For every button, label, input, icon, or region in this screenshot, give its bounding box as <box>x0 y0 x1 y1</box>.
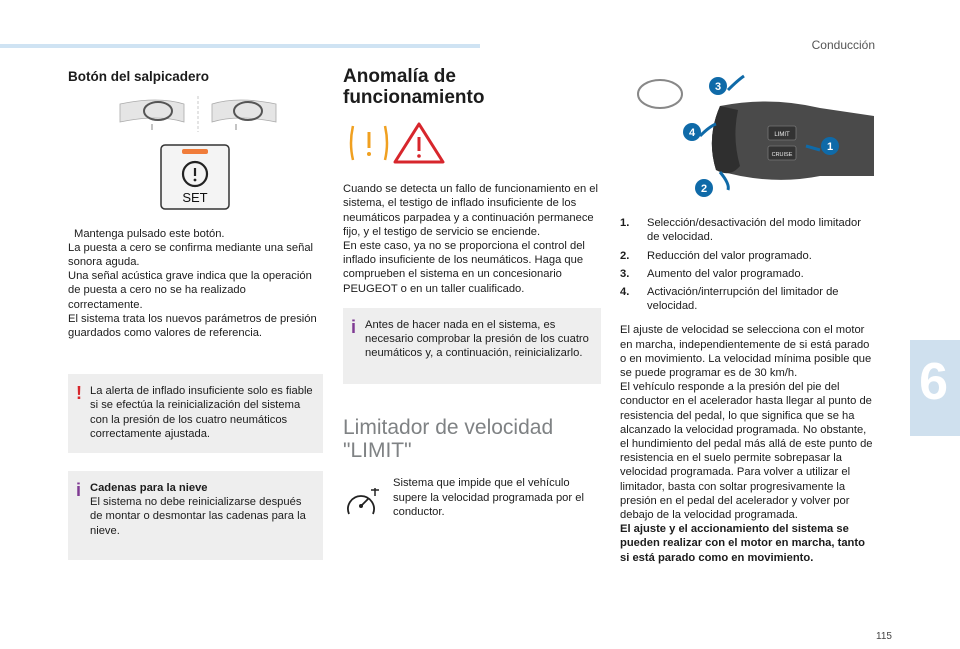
controls-list <box>620 216 874 313</box>
list-item <box>620 267 874 281</box>
cruise-control-stalk-figure <box>620 66 874 200</box>
list-item <box>620 249 874 263</box>
list-item <box>620 216 874 244</box>
list-item-text: Selección/desactivación del modo limitador de velocidad. <box>647 217 861 244</box>
paragraph: Cuando se detecta un fallo de funcionamiento en el sistema, el testigo de inflado insuficiente de los neumáticos parpadea y a continuación permanece fijo, y el testigo de servicio se enciende. <box>343 183 599 238</box>
dashboard-button-heading: Botón del salpicadero <box>68 69 210 84</box>
info-box-text: Antes de hacer nada en el sistema, es necesario comprobar la presión de los cuatro neumáticos y, a continuación, reinicializarlo. <box>365 318 589 360</box>
steering-wheel-location-figure <box>118 94 278 134</box>
speed-limiter-heading: Limitador de velocidad "LIMIT" <box>343 416 554 463</box>
right-column <box>620 66 874 565</box>
callout-2: 2 <box>700 183 708 195</box>
speed-limiter-icon <box>343 486 379 522</box>
callout-4: 4 <box>688 127 696 139</box>
warning-lamps-figure <box>347 120 447 166</box>
left-column <box>68 66 323 560</box>
info-mark-icon: i <box>351 316 357 337</box>
list-item-text: Aumento del valor programado. <box>647 267 804 280</box>
warning-mark-icon: ! <box>76 383 82 404</box>
paragraph: El sistema trata los nuevos parámetros de presión guardados como valores de referencia. <box>68 312 317 340</box>
info-box-title: Cadenas para la nieve <box>90 482 208 495</box>
cruise-label: CRUISE <box>771 152 793 158</box>
set-button-label: SET <box>182 190 208 206</box>
paragraph: La puesta a cero se confirma mediante una señal sonora aguda. <box>68 241 314 269</box>
warning-box <box>68 374 323 453</box>
list-item-number: 4. <box>620 286 630 299</box>
list-item-text: Activación/interrupción del limitador de velocidad. <box>647 286 839 313</box>
list-item-number: 2. <box>620 249 630 262</box>
paragraph: En este caso, ya no se proporciona el control del inflado insuficiente de los neumáticos. Haga que comprueben el sistema en un concesionario PEUGEOT o en un taller cualificado. <box>343 240 585 295</box>
middle-column <box>343 66 601 522</box>
limiter-intro <box>343 476 601 522</box>
section-title: Conducción <box>811 38 875 52</box>
list-item-number: 3. <box>620 267 630 280</box>
list-item-text: Reducción del valor programado. <box>647 249 812 262</box>
limiter-description: Sistema que impide que el vehículo supere la velocidad programada por el conductor. <box>393 477 584 518</box>
header-rule <box>0 44 480 48</box>
tyre-pressure-warning-icon <box>351 126 387 160</box>
page-number: 115 <box>876 631 892 642</box>
callout-3: 3 <box>714 81 722 93</box>
callout-1: 1 <box>826 141 834 153</box>
bold-paragraph: El ajuste y el accionamiento del sistema se pueden realizar con el motor en marcha, tanto si está parado como en movimiento. <box>620 523 865 564</box>
set-button-figure <box>160 144 230 210</box>
paragraph: El ajuste de velocidad se selecciona con el motor en marcha, independientemente de si está parado o en movimiento. La velocidad mínima posible que se puede programar es de 30 km/h. <box>620 324 872 380</box>
instruction-text: Mantenga pulsado este botón. <box>74 227 225 240</box>
info-box-text: El sistema no debe reinicializarse después de montar o desmontar las cadenas para la nieve. <box>90 496 306 537</box>
list-item-number: 1. <box>620 217 630 230</box>
service-warning-icon <box>395 124 443 162</box>
info-box <box>343 308 601 385</box>
info-box <box>68 471 323 560</box>
instruction-line <box>68 227 323 241</box>
warning-text: La alerta de inflado insuficiente solo es fiable si se efectúa la reinicialización del sistema con la presión de los cuatro neumáticos correctamente ajustada. <box>90 385 313 440</box>
paragraph: El vehículo responde a la presión del pie del conductor en el acelerador hasta llegar al punto de resistencia del pedal, lo que significa que se ha alcanzado la velocidad programada. No obstante, el hundimiento del pedal más allá de este punto de resistencia en el suelo permite sobrepasar la velocidad programada. Para volver a utilizar el limitador, basta con soltar progresivamente la presión en el pedal del acelerador y volver por debajo de la velocidad programada. <box>620 381 873 522</box>
list-item <box>620 285 874 313</box>
limit-label: LIMIT <box>774 132 790 138</box>
info-mark-icon: i <box>76 480 82 501</box>
malfunction-heading: Anomalía de funcionamiento <box>343 66 485 108</box>
chapter-number: 6 <box>919 353 948 411</box>
paragraph: Una señal acústica grave indica que la operación de puesta a cero no se ha realizado correctamente. <box>68 270 312 311</box>
